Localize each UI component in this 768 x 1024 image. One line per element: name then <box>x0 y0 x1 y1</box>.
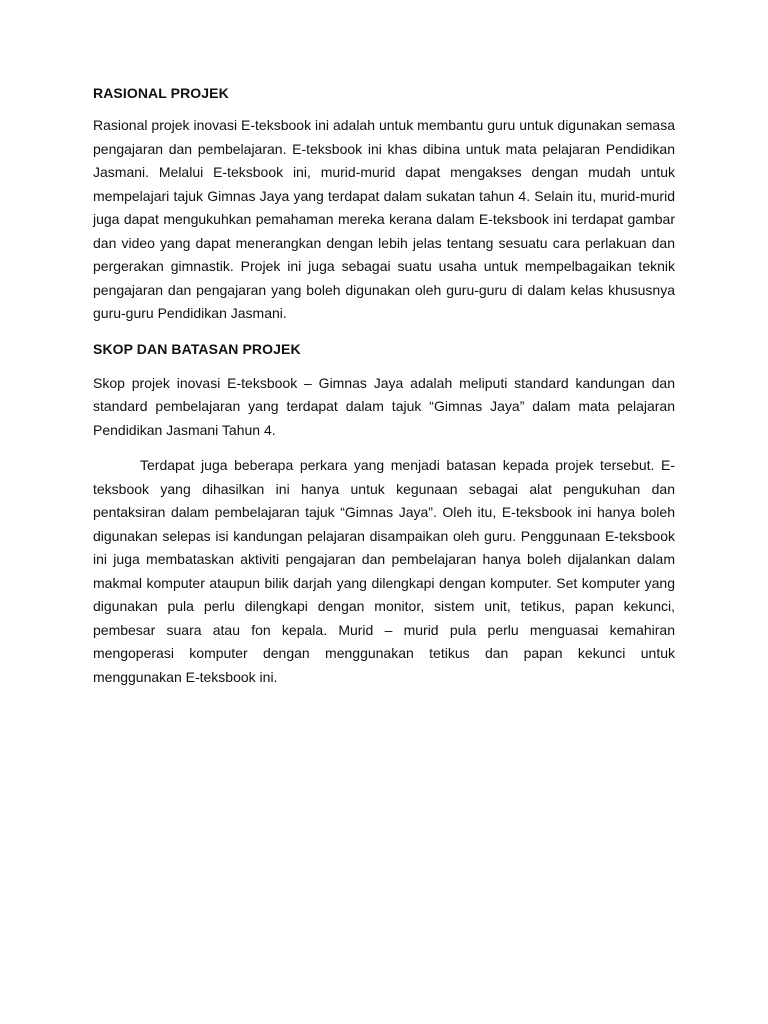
paragraph-batasan: Terdapat juga beberapa perkara yang menjadi batasan kepada projek tersebut. E-teksbook yang dihasilkan ini hanya untuk kegunaan sebagai alat pengukuhan dan pentaksiran dalam pembelajaran tajuk “Gimnas Jaya”. Oleh itu, E-teksbook ini hanya boleh digunakan selepas isi kandungan pelajaran disampaikan oleh guru. Penggunaan E-teksbook ini juga membataskan aktiviti pengajaran dan pembelajaran hanya boleh dijalankan dalam makmal komputer ataupun bilik darjah yang dilengkapi dengan komputer. Set komputer yang digunakan pula perlu dilengkapi dengan monitor, sistem unit, tetikus, papan kekunci, pembesar suara atau fon kepala. Murid – murid pula perlu menguasai kemahiran mengoperasi komputer dengan menggunakan tetikus dan papan kekunci untuk menggunakan E-teksbook ini. <box>93 457 675 685</box>
section-heading-rasional: RASIONAL PROJEK <box>93 85 229 101</box>
paragraph-skop: Skop projek inovasi E-teksbook – Gimnas Jaya adalah meliputi standard kandungan dan standard pembelajaran yang terdapat dalam tajuk “Gimnas Jaya” dalam mata pelajaran Pendidikan Jasmani Tahun 4. <box>93 374 675 438</box>
section-heading-skop: SKOP DAN BATASAN PROJEK <box>93 340 301 357</box>
paragraph-rasional: Rasional projek inovasi E-teksbook ini adalah untuk membantu guru untuk digunakan semasa pengajaran dan pembelajaran. E-teksbook ini khas dibina untuk mata pelajaran Pendidikan Jasmani. Melalui E-teksbook ini, murid-murid dapat mengakses dengan mudah untuk mempelajari tajuk Gimnas Jaya yang terdapat dalam sukatan tahun 4. Selain itu, murid-murid juga dapat mengukuhkan pemahaman mereka kerana dalam E-teksbook ini terdapat gambar dan video yang dapat menerangkan dengan lebih jelas tentang sesuatu cara perlakuan dan pergerakan gimnastik. Projek ini juga sebagai suatu usaha untuk mempelbagaikan teknik pengajaran dan pengajaran yang boleh digunakan oleh guru-guru di dalam kelas khususnya guru-guru Pendidikan Jasmani. <box>93 117 675 321</box>
document-page <box>93 82 675 689</box>
